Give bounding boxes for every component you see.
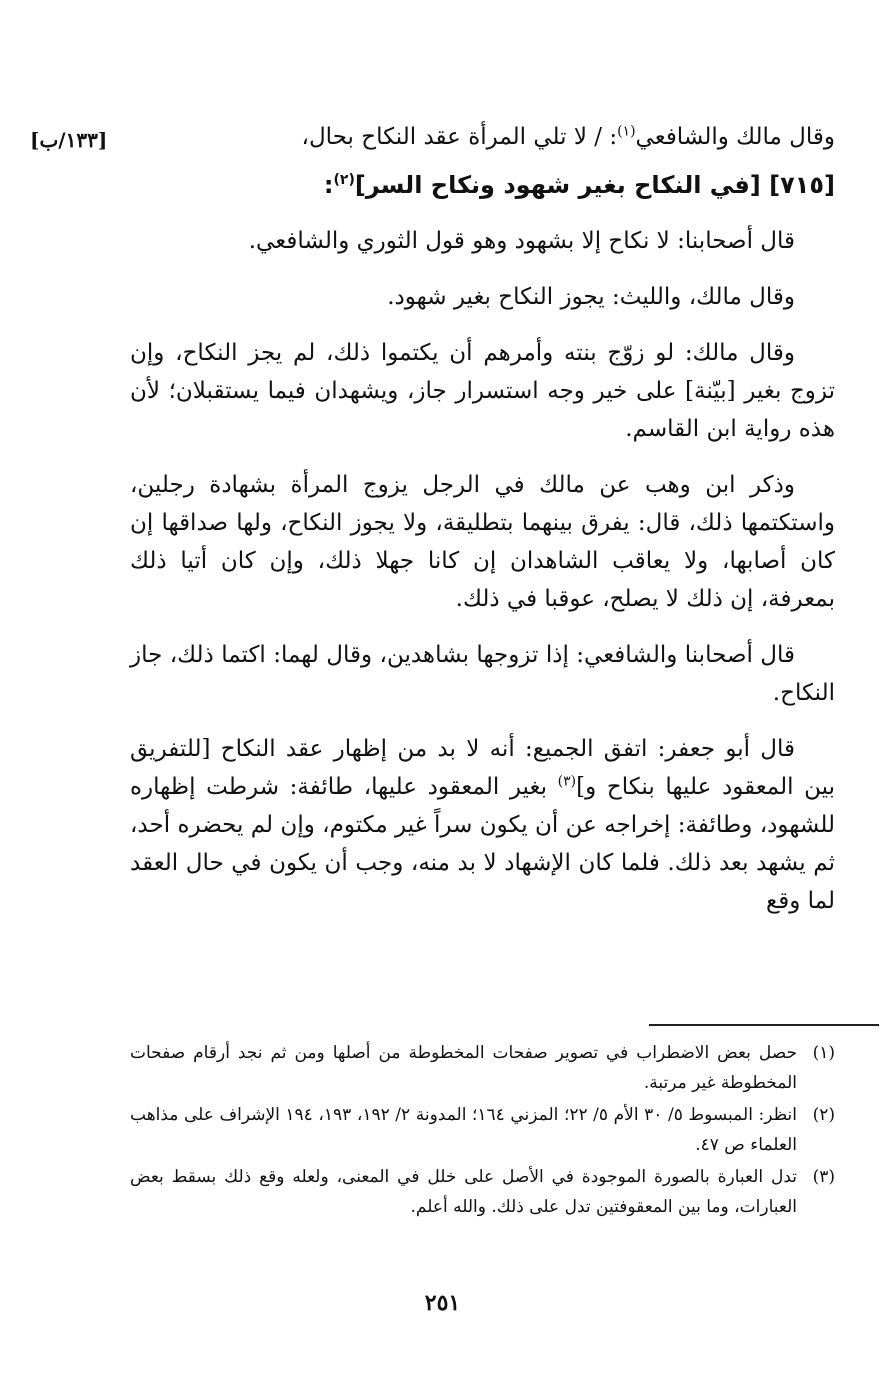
text-span: :: [323, 171, 334, 199]
text-span: قال أبو جعفر: اتفق الجميع: أنه لا بد من إظهار عقد النكاح [للتفريق بين المعقود عليها بنكاح و]: [130, 736, 835, 800]
text-span: وقال مالك والشافعي: [635, 124, 835, 150]
paragraph: وذكر ابن وهب عن مالك في الرجل يزوج المرأة بشهادة رجلين، واستكتمها ذلك، قال: يفرق بينهما بتطليقة، ولا يجوز النكاح، ولها صداقها إن كان أصابها، ولا يعاقب الشاهدان إن كانا جهلا ذلك، وإن كان أتيا ذلك بمعرفة، إن ذلك لا يصلح، عوقبا في ذلك.: [130, 472, 835, 612]
paragraph: وقال مالك، والليث: يجوز النكاح بغير شهود.: [387, 284, 795, 310]
paragraph: وقال مالك: لو زوّج بنته وأمرهم أن يكتموا ذلك، لم يجز النكاح، وإن تزوج بغير [بيّنة] على خير وجه استسرار جاز، ويشهدان فيما يستقبلان؛ لأن هذه رواية ابن القاسم.: [130, 340, 835, 442]
footnote-text: انظر: المبسوط ٥/ ٣٠ الأم ٥/ ٢٢؛ المزني ١٦٤؛ المدونة ٢/ ١٩٢، ١٩٣، ١٩٤ الإشراف على مذاهب العلماء ص ٤٧.: [130, 1105, 797, 1155]
paragraph: قال أصحابنا والشافعي: إذا تزوجها بشاهدين، وقال لهما: اكتما ذلك، جاز النكاح.: [130, 642, 835, 706]
section-heading: [130, 166, 835, 204]
footnote-number: (١): [812, 1043, 835, 1063]
footnote-text: حصل بعض الاضطراب في تصوير صفحات المخطوطة من أصلها ومن ثم نجد أرقام صفحات المخطوطة غير مرتبة.: [130, 1043, 797, 1093]
footnote-number: (٢): [812, 1105, 835, 1125]
text-span: : / لا تلي المرأة عقد النكاح بحال،: [301, 124, 618, 150]
footnote-divider: [649, 1024, 879, 1026]
manuscript-folio-marker: [١٣٣/ب]: [30, 128, 108, 152]
paragraph: قال أصحابنا: لا نكاح إلا بشهود وهو قول الثوري والشافعي.: [248, 228, 795, 254]
footnote: [130, 1038, 835, 1098]
footnote-ref: (١): [617, 123, 636, 140]
paragraph: [130, 730, 835, 920]
footnote: [130, 1162, 835, 1222]
page-number: ٢٥١: [424, 1290, 461, 1316]
footnotes: [130, 1038, 835, 1224]
text-span: بغير المعقود عليها، طائفة: شرطت إظهاره للشهود، وطائفة: إخراجه عن أن يكون سراً غير مكتوم، وإن لم يحضره أحد، ثم يشهد بعد ذلك. فلما كان الإشهاد لا بد منه، وجب أن يكون في حال العقد لما وقع: [130, 774, 835, 914]
footnote: [130, 1100, 835, 1160]
paragraph: [130, 118, 835, 156]
footnote-text: تدل العبارة بالصورة الموجودة في الأصل على خلل في المعنى، ولعله وقع ذلك بسقط بعض العبارات، وما بين المعقوفتين تدل على ذلك. والله أعلم.: [130, 1167, 797, 1217]
heading-text: [٧١٥] [في النكاح بغير شهود ونكاح السر]: [354, 171, 835, 199]
footnote-number: (٣): [812, 1167, 835, 1187]
main-text: [130, 118, 835, 938]
footnote-ref: (٢): [333, 172, 355, 188]
footnote-ref: (٣): [557, 773, 577, 790]
